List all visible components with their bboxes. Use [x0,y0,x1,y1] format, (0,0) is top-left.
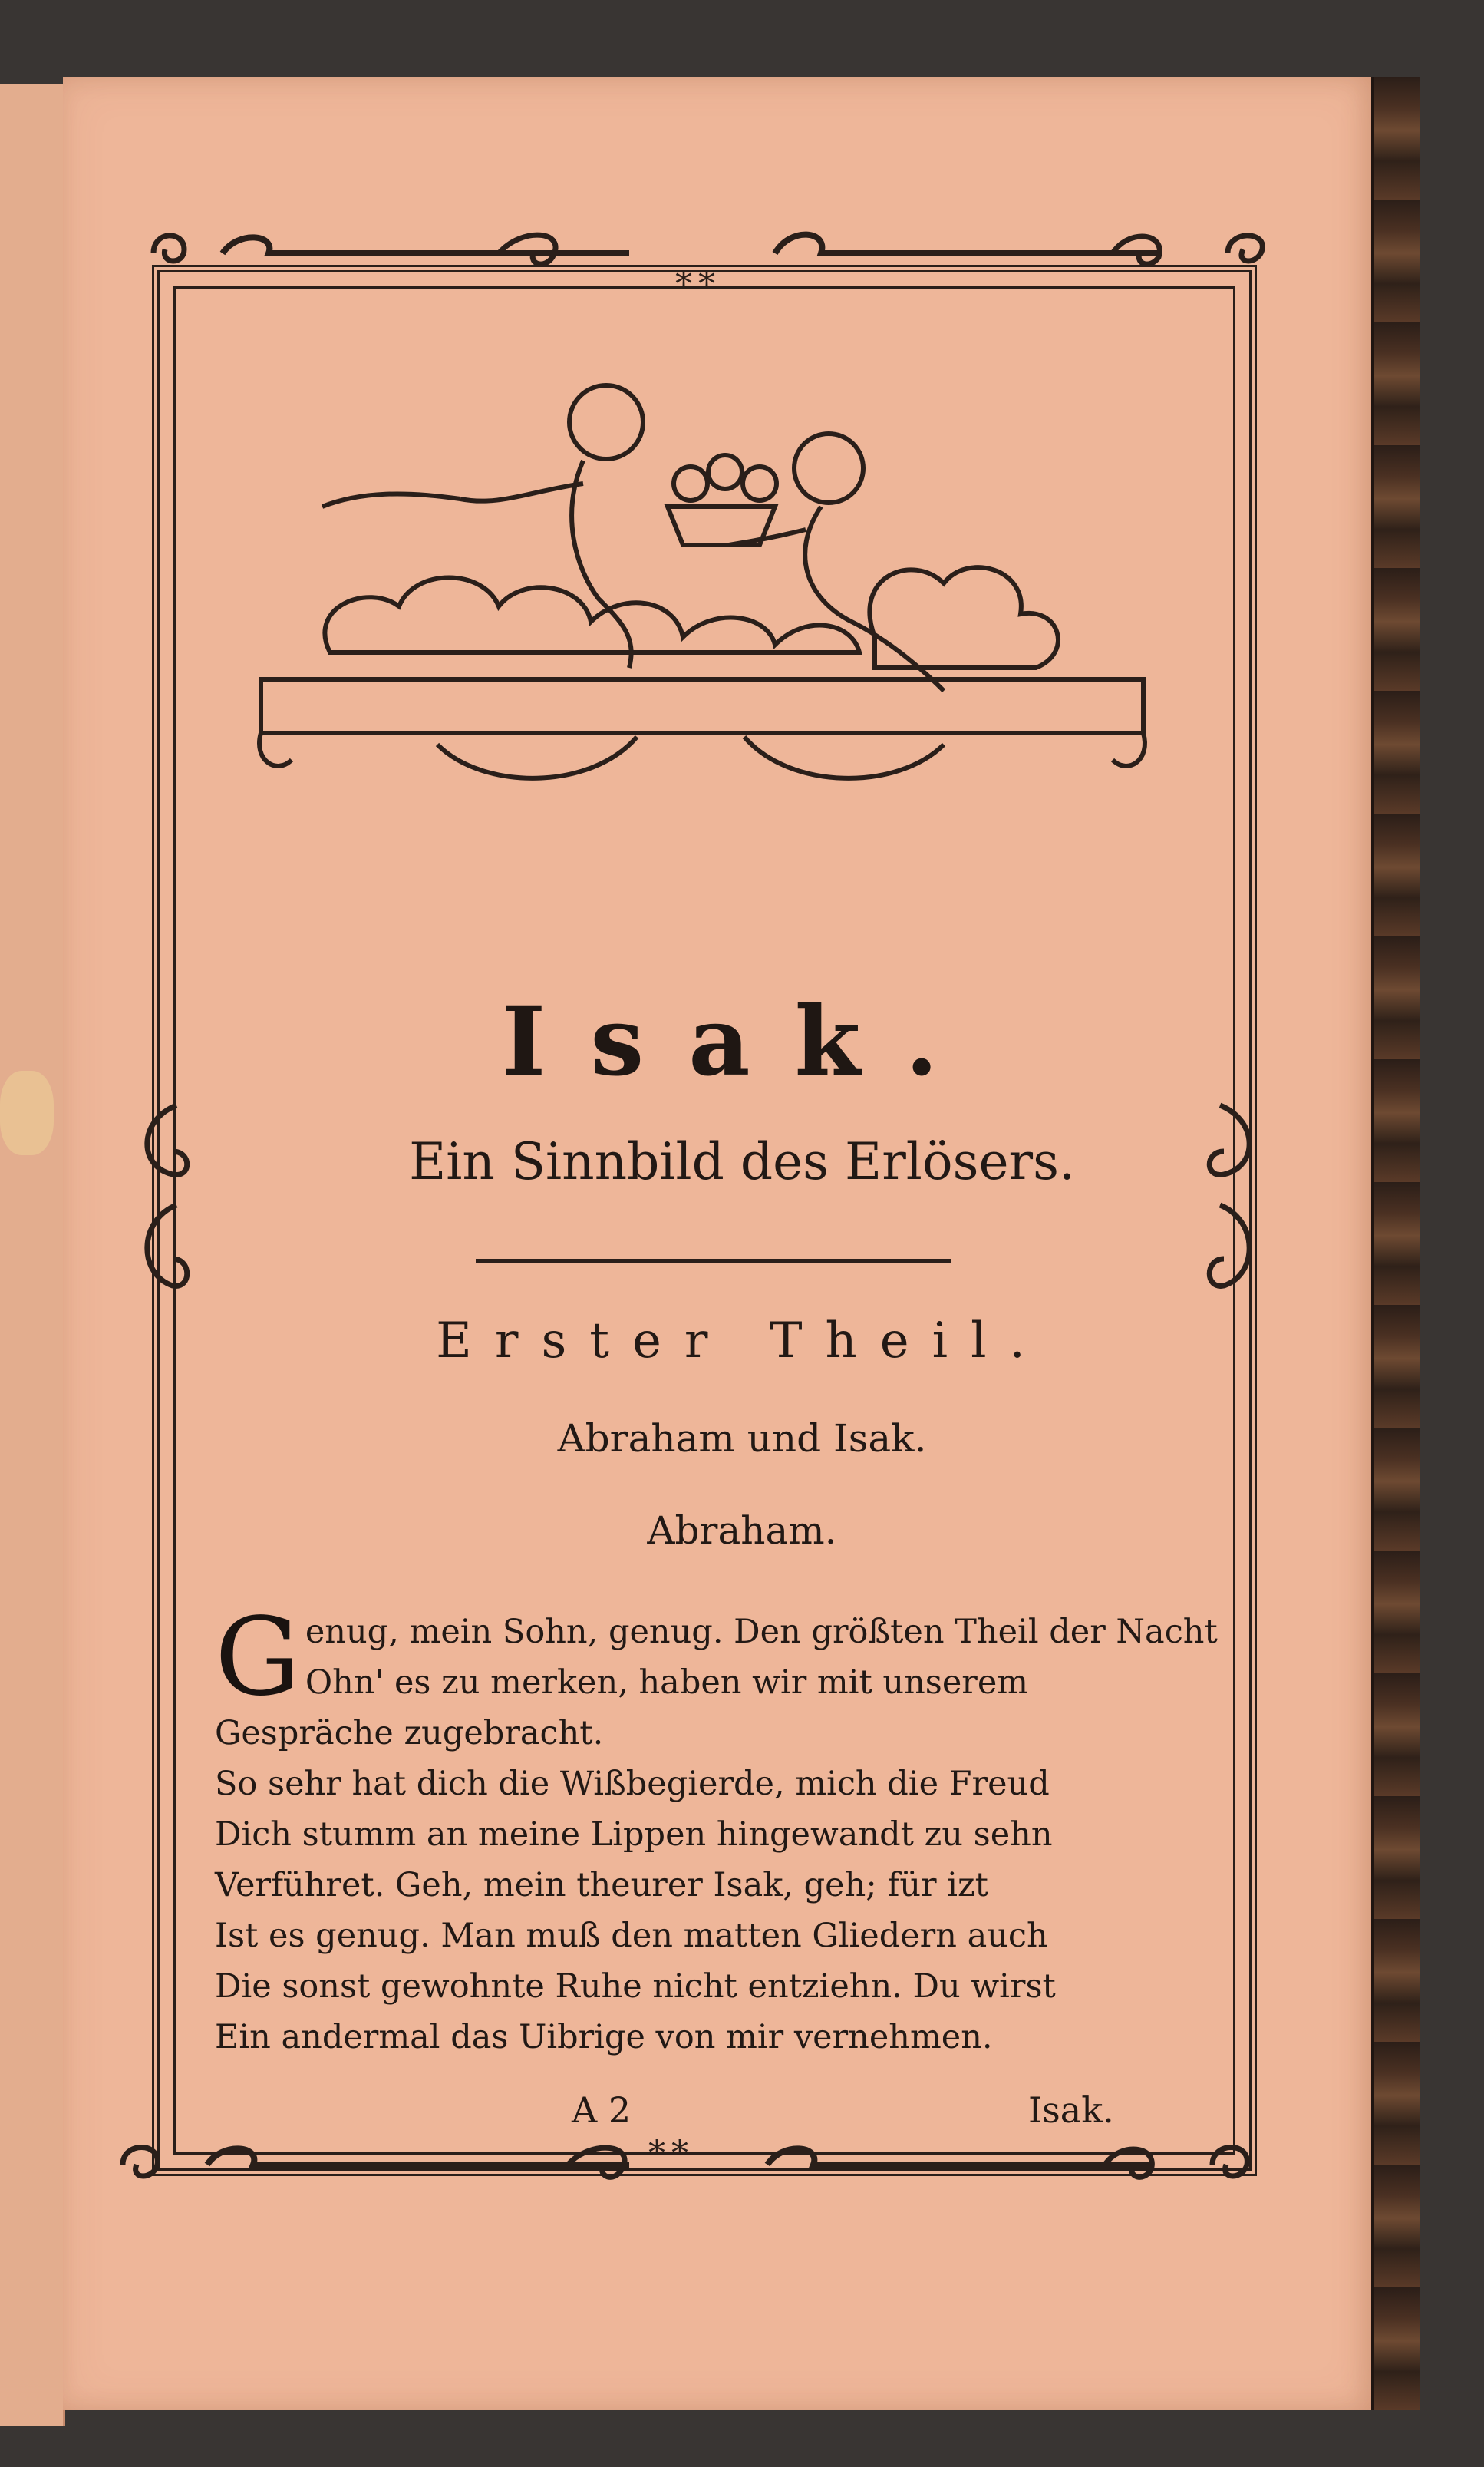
marbled-cover-edge [1371,77,1420,2410]
verse-line: Ohn' es zu merken, haben wir mit unserem [305,1663,1029,1702]
frame-top-stars: ** [675,265,721,304]
section-heading: Abraham und Isak. [557,1416,927,1461]
right-scroll-ornament-icon [1189,1098,1266,1297]
part-heading: Erster Theil. [436,1313,1048,1369]
verse-text [215,1562,1218,2062]
verse-line: Verführet. Geh, mein theurer Isak, geh; für izt [215,1866,988,1904]
verse-line: Dich stumm an meine Lippen hingewandt zu sehn [215,1815,1053,1854]
verse-line: Gespräche zugebracht. [215,1714,604,1752]
cherub-vignette-icon [238,376,1166,806]
verse-line: Ein andermal das Uibrige von mir vernehmen. [215,2018,993,2056]
verse-line: So sehr hat dich die Wißbegierde, mich die Freud [215,1765,1050,1803]
verse-line: Die sonst gewohnte Ruhe nicht entziehn. Du wirst [215,1967,1056,2006]
verse-line-text: enug, mein Sohn, genug. Den größten Theil der Nacht [305,1613,1218,1651]
speaker-name: Abraham. [647,1508,837,1553]
page-title: Isak. [501,986,983,1098]
left-scroll-ornament-icon [130,1098,207,1297]
divider-rule [476,1259,951,1263]
previous-page-edge [0,84,65,2426]
dropcap-letter: G [215,1595,301,1720]
frame-bottom-stars: ** [648,2134,694,2173]
catchword: Isak. [1028,2089,1114,2131]
signature-mark: A 2 [572,2089,632,2131]
verse-line: Ist es genug. Man muß den matten Gliedern auch [215,1917,1048,1955]
page-subtitle: Ein Sinnbild des Erlösers. [409,1132,1075,1191]
